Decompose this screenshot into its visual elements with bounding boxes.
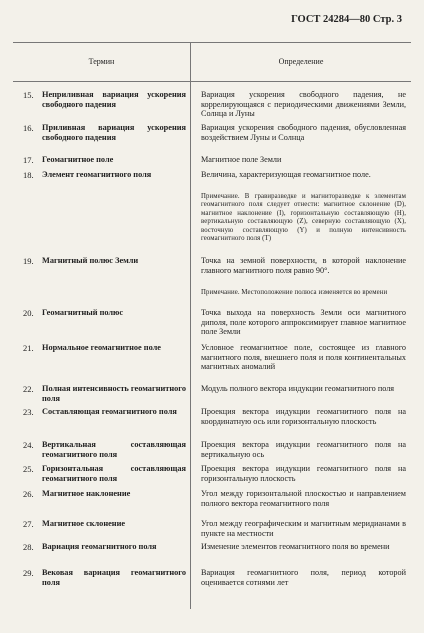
term: Вертикальная составляющая геомагнитного поля xyxy=(42,440,186,459)
row-number: 17. xyxy=(23,155,34,165)
definition: Проекция вектора индукции геомагнитного поля на горизонтальную плоскость xyxy=(201,464,406,483)
column-header-term: Термин xyxy=(88,57,115,66)
definition: Модуль полного вектора индукции геомагнитного поля xyxy=(201,384,395,393)
term: Магнитный полюс Земли xyxy=(42,256,139,265)
definition: Точка на земной поверхности, в которой наклонение главного магнитного поля равно 90°. xyxy=(201,256,406,275)
row-number: 24. xyxy=(23,440,34,450)
row-number: 25. xyxy=(23,464,34,474)
term: Составляющая геомагнитного поля xyxy=(42,407,177,416)
row-number: 27. xyxy=(23,519,34,529)
column-header-definition: Определение xyxy=(278,57,324,66)
row-number: 23. xyxy=(23,407,34,417)
term: Горизонтальная составляющая геомагнитного поля xyxy=(42,464,186,483)
page-header: ГОСТ 24284—80 Стр. 3 xyxy=(291,14,402,25)
column-divider xyxy=(190,43,191,609)
definition: Проекция вектора индукции геомагнитного поля на координатную ось или горизонтальную плоскость xyxy=(201,407,406,426)
term: Неприливная вариация ускорения свободного падения xyxy=(42,90,186,109)
table-header xyxy=(13,43,411,82)
definition: Магнитное поле Земли xyxy=(201,155,282,164)
row-number: 22. xyxy=(23,384,34,394)
term: Магнитное наклонение xyxy=(42,489,131,498)
definition: Вариация ускорения свободного падения, обусловленная воздействием Луны и Солнца xyxy=(201,123,406,142)
row-number: 28. xyxy=(23,542,34,552)
term: Элемент геомагнитного поля xyxy=(42,170,152,179)
definition: Проекция вектора индукции геомагнитного поля на вертикальную ось xyxy=(201,440,406,459)
row-number: 15. xyxy=(23,90,34,100)
term: Магнитное склонение xyxy=(42,519,126,528)
term: Вековая вариация геомагнитного поля xyxy=(42,568,186,587)
term: Вариация геомагнитного поля xyxy=(42,542,157,551)
term: Приливная вариация ускорения свободного падения xyxy=(42,123,186,142)
definition: Условное геомагнитное поле, состоящее из главного магнитного поля, внешнего поля и поля континентальных магнитных аномалий xyxy=(201,343,406,372)
row-number: 18. xyxy=(23,170,34,180)
row-number: 20. xyxy=(23,308,34,318)
row-number: 26. xyxy=(23,489,34,499)
definition: Вариация геомагнитного поля, период которой оценивается сотнями лет xyxy=(201,568,406,587)
term: Геомагнитный полюс xyxy=(42,308,124,317)
row-number: 21. xyxy=(23,343,34,353)
definition: Угол между географическим и магнитным меридианами в пункте на местности xyxy=(201,519,406,538)
definition: Изменение элементов геомагнитного поля во времени xyxy=(201,542,390,551)
row-number: 16. xyxy=(23,123,34,133)
term: Нормальное геомагнитное поле xyxy=(42,343,161,352)
definition: Вариация ускорения свободного падения, не коррелирующаяся с периодическими движениями Земли, Солнца и Луны xyxy=(201,90,406,119)
row-number: 19. xyxy=(23,256,34,266)
definition: Угол между горизонтальной плоскостью и направлением полного вектора геомагнитного поля xyxy=(201,489,406,508)
note: Примечание. В гравиразведке и магниторазведке к элементам геомагнитного поля следует отнести: магнитное склонение (D), магнитное наклонение (I), горизонтальную составляющую (H), вертикальную составляющую (Z), северную составляющую (X), восточную составляющую (Y) и полную интенсивность геомагнитного поля (T) xyxy=(201,193,406,243)
definition: Точка выхода на поверхность Земли оси магнитного диполя, поле которого аппроксимирует главное магнитное поле Земли xyxy=(201,308,406,337)
definition: Величина, характеризующая геомагнитное поле. xyxy=(201,170,371,179)
note: Примечание. Местоположение полюса изменяется во времени xyxy=(201,289,388,296)
row-number: 29. xyxy=(23,568,34,578)
term: Полная интенсивность геомагнитного поля xyxy=(42,384,186,403)
term: Геомагнитное поле xyxy=(42,155,114,164)
terms-table xyxy=(13,42,411,609)
